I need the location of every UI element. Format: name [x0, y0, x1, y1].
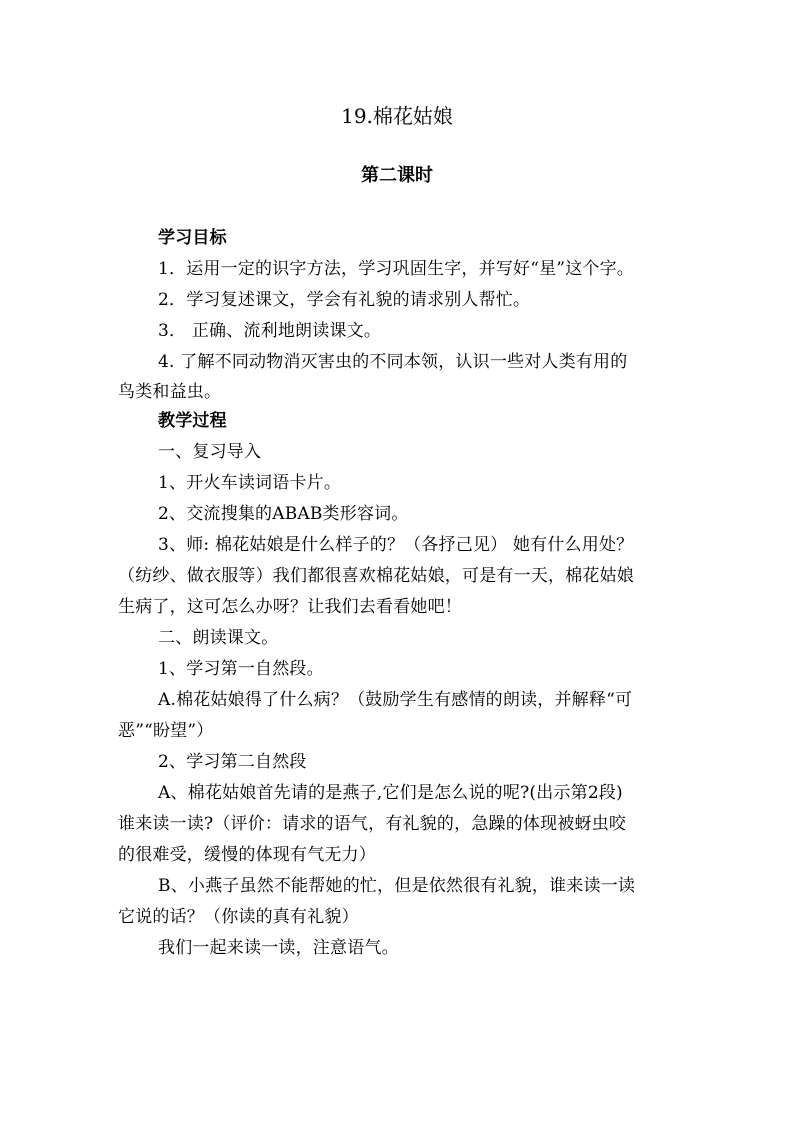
- paragraph: （纺纱、做衣服等）我们都很喜欢棉花姑娘，可是有一天，棉花姑娘: [118, 566, 634, 586]
- paragraph: 1、开火车读词语卡片。: [158, 473, 342, 493]
- paragraph: 一、复习导入: [158, 442, 262, 462]
- goal-item-4-cont: 鸟类和益虫。: [118, 382, 222, 402]
- paragraph: B、小燕子虽然不能帮她的忙，但是依然很有礼貌，谁来读一读: [158, 876, 636, 896]
- paragraph: 我们一起来读一读，注意语气。: [158, 938, 399, 958]
- paragraph: 谁来读一读?（评价：请求的语气，有礼貌的，急躁的体现被蚜虫咬: [118, 814, 627, 834]
- goal-item-1: 1．运用一定的识字方法，学习巩固生字，并写好“星”这个字。: [158, 259, 634, 279]
- goal-item-4: 4. 了解不同动物消灭害虫的不同本领，认识一些对人类有用的: [158, 352, 628, 372]
- paragraph: 它说的话？（你读的真有礼貌）: [118, 907, 359, 927]
- goal-item-2: 2．学习复述课文，学会有礼貌的请求别人帮忙。: [158, 290, 531, 310]
- paragraph: A.棉花姑娘得了什么病？（鼓励学生有感情的朗读，并解释“可: [158, 690, 633, 710]
- paragraph: 生病了，这可怎么办呀？让我们去看看她吧！: [118, 597, 462, 617]
- paragraph: 1、学习第一自然段。: [158, 659, 324, 679]
- process-heading: 教学过程: [158, 411, 227, 431]
- goal-item-3: 3． 正确、流利地朗读课文。: [158, 321, 382, 341]
- document-title: 19.棉花姑娘: [341, 104, 453, 128]
- paragraph: 3、师: 棉花姑娘是什么样子的？（各抒己见） 她有什么用处？: [158, 535, 634, 555]
- paragraph: 恶”“盼望”）: [118, 721, 214, 741]
- paragraph: 二、朗读课文。: [158, 628, 279, 648]
- paragraph: 2、交流搜集的ABAB类形容词。: [158, 504, 409, 524]
- goals-heading: 学习目标: [158, 228, 227, 248]
- paragraph: A、棉花姑娘首先请的是燕子,它们是怎么说的呢?(出示第2段): [158, 783, 623, 803]
- lesson-subtitle: 第二课时: [361, 165, 433, 186]
- paragraph: 的很难受，缓慢的体现有气无力）: [118, 845, 376, 865]
- paragraph: 2、学习第二自然段: [158, 752, 307, 772]
